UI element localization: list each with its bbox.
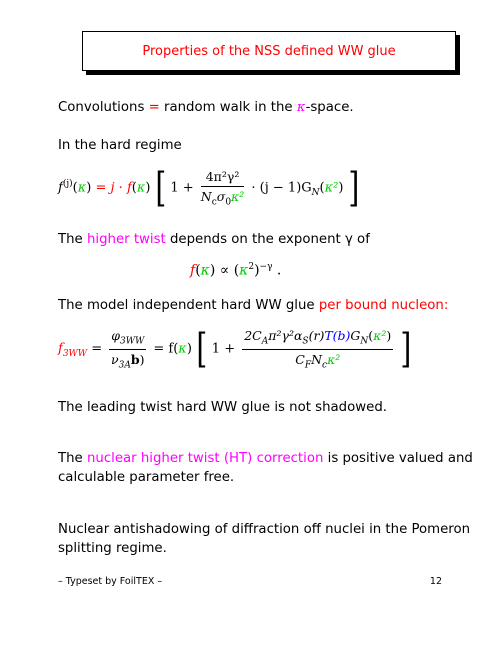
line1-prefix: Convolutions <box>58 100 149 115</box>
eq3-2ca-sub: A <box>261 336 269 347</box>
slide-title: Properties of the NSS defined WW glue <box>142 43 396 59</box>
eq3-nu-den <box>109 350 146 371</box>
eq3-pi-gamma-alpha: π²γ²α <box>268 328 303 343</box>
eq3-r: (r) <box>308 328 325 343</box>
eq1-tail-end: ) <box>338 180 344 196</box>
eq1-denominator <box>201 187 244 208</box>
eq3-phi-fraction <box>109 328 146 370</box>
eq1-tail-sub: N <box>311 188 320 199</box>
eq2-period: . <box>276 262 282 279</box>
equation-f3ww <box>58 328 412 370</box>
line3-prefix: The <box>58 232 87 247</box>
eq3-open: ( <box>368 328 374 343</box>
eq3-num-kappa2: κ² <box>373 328 387 343</box>
equation-fj: $f^{(j)}(\kappa) = j \cdot f(\kappa)$ [ 1 + $\frac{\text{4π²γ²}}{N_c\sigma_0\kappa^2}$ · $(j - 1)G_N(\kappa^2)$ ] <box>58 165 359 211</box>
eq3-alpha-sub: S <box>302 336 309 347</box>
line6-prefix: The <box>58 451 87 466</box>
hard-regime-line: In the hard regime <box>58 138 182 153</box>
eq1-jf: j · f <box>110 180 132 196</box>
eq1-den-sub-c: c <box>211 197 217 208</box>
eq1-lhs: f <box>58 180 63 196</box>
eq1-numerator: 4π²γ² <box>201 169 244 187</box>
eq1-tail: · (j − 1)G <box>251 180 312 196</box>
eq3-rhs-close: ) <box>186 341 192 357</box>
eq2-kappa2: κ <box>239 262 249 279</box>
line1-equals: = <box>148 100 160 115</box>
eq1-tail-kappa2: κ² <box>324 180 339 196</box>
line6-suffix: is positive valued and <box>323 451 473 466</box>
eq3-nu-sub: 3A <box>118 360 131 370</box>
leading-twist-line: The leading twist hard WW glue is not shadowed. <box>58 400 387 415</box>
higher-twist-line <box>58 230 370 249</box>
eq2-propto: ∝ ( <box>219 262 240 279</box>
eq3-phi-num <box>109 328 146 350</box>
eq2-close: ) <box>254 262 260 279</box>
eq1-den-sub-0: 0 <box>225 197 232 208</box>
eq3-nc-sub: c <box>322 360 328 370</box>
line1-middle: random walk in the <box>159 100 297 115</box>
eq1-equals: = <box>95 180 107 196</box>
eq3-den-close: ) <box>139 351 145 367</box>
eq3-main-num <box>242 328 393 350</box>
eq2-power: −γ <box>259 262 273 272</box>
eq3-kappa: κ <box>178 341 187 357</box>
slide-title-box <box>82 31 456 71</box>
eq3-left-bracket: [ <box>196 326 208 372</box>
eq3-den-kappa2: κ² <box>327 351 341 367</box>
eq3-cf: C <box>295 351 305 367</box>
line3-highlight: higher twist <box>86 232 166 247</box>
eq3-equals: = <box>91 341 103 357</box>
convolutions-line <box>58 98 354 117</box>
line4-highlight: per bound nucleon: <box>318 298 449 313</box>
nuclear-ht-line-2: calculable parameter free. <box>58 470 235 485</box>
eq1-den-kappa2: κ² <box>231 188 245 204</box>
eq1-den-n: N <box>200 188 212 204</box>
eq3-phi: φ <box>111 328 120 343</box>
eq1-left-bracket: [ <box>154 165 166 211</box>
eq3-g-sub: N <box>360 336 369 347</box>
eq3-lhs: f <box>58 341 63 357</box>
eq1-one-plus: 1 + <box>170 180 194 196</box>
eq3-main-den <box>242 350 393 371</box>
eq2-kappa: κ <box>200 262 210 279</box>
eq3-tb: T(b) <box>324 328 351 343</box>
line1-suffix: -space. <box>305 100 354 115</box>
eq3-main-fraction <box>242 328 393 370</box>
eq1-lhs-sup: (j) <box>62 179 73 190</box>
nuclear-ht-line <box>58 449 473 468</box>
line6-highlight: nuclear higher twist (HT) correction <box>86 451 324 466</box>
antishadowing-line-2: splitting regime. <box>58 541 167 556</box>
eq1-den-sigma: σ <box>216 188 226 204</box>
antishadowing-line-1: Nuclear antishadowing of diffraction off nuclei in the Pomeron <box>58 522 471 537</box>
eq2-f: f <box>190 262 196 279</box>
page-number: 12 <box>429 576 442 587</box>
equation-propto: $f(\kappa) \propto (\kappa^2)^{-\gamma}$ . <box>190 262 282 279</box>
line4-prefix: The model independent hard WW glue <box>58 298 319 313</box>
eq1-right-bracket: ] <box>347 165 359 211</box>
eq1-fraction <box>201 169 244 208</box>
eq3-nc: N <box>311 351 323 367</box>
eq3-2ca: 2C <box>244 328 262 343</box>
eq3-b: b <box>130 351 140 367</box>
eq3-lhs-sub: 3WW <box>62 349 88 360</box>
eq3-phi-sub: 3WW <box>120 336 145 347</box>
eq3-right-bracket: ] <box>400 326 412 372</box>
model-independent-line <box>58 296 448 315</box>
eq2-exp: 2 <box>248 262 255 272</box>
eq1-kappa: κ <box>77 180 87 196</box>
eq1-kappa-2: κ <box>136 180 146 196</box>
eq3-nu: ν <box>110 351 119 367</box>
eq3-rhs: = f( <box>153 341 179 357</box>
eq3-cf-sub: F <box>304 360 312 370</box>
eq3-close: ) <box>386 328 392 343</box>
line3-suffix: depends on the exponent γ of <box>165 232 370 247</box>
eq3-one-plus: 1 + <box>211 341 236 357</box>
footer-typeset: – Typeset by FoilTEX – <box>58 576 163 587</box>
eq3-g: G <box>350 328 361 343</box>
line1-kappa: κ <box>296 100 306 115</box>
